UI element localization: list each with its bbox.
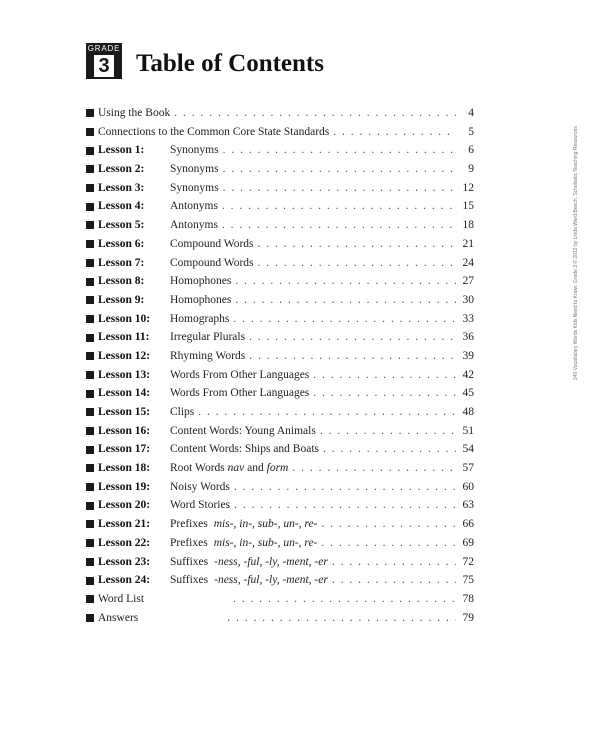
- topic-text: Homographs: [170, 312, 230, 325]
- square-bullet-icon: [86, 240, 94, 248]
- page-number: 66: [462, 518, 474, 531]
- page-number: 69: [462, 536, 474, 549]
- square-bullet-icon: [86, 464, 94, 472]
- toc-entry[interactable]: [86, 422, 474, 441]
- square-bullet-icon: [86, 520, 94, 528]
- grade-label: GRADE: [87, 44, 121, 53]
- page-number: 54: [462, 443, 474, 456]
- lesson-number: Lesson 19:: [98, 480, 151, 493]
- lesson-topic: [170, 160, 219, 179]
- dot-leader: [332, 571, 456, 590]
- lesson-number: Lesson 14:: [98, 387, 151, 400]
- page-number: 39: [462, 349, 474, 362]
- entry-label: Word List: [98, 592, 145, 605]
- page-number: 4: [468, 107, 474, 119]
- lesson-number: Lesson 23:: [98, 555, 151, 568]
- topic-text: Homophones: [170, 275, 232, 288]
- dot-leader: [235, 272, 456, 291]
- page-number: 5: [468, 125, 474, 138]
- page-number: 36: [462, 331, 474, 344]
- toc-entry[interactable]: [86, 571, 474, 590]
- lesson-topic: [170, 422, 316, 441]
- dot-leader: [320, 422, 456, 441]
- toc-entry[interactable]: [86, 197, 474, 216]
- lesson-number: Lesson 1:: [98, 144, 145, 157]
- lesson-topic: [170, 440, 319, 459]
- dot-leader: [292, 459, 456, 478]
- copyright-notice: 240 Vocabulary Words Kids Need to Know: Grade 3 © 2012 by Linda Ward Beech, Scholastic Teaching Resources: [573, 126, 579, 380]
- topic-italic: form: [266, 462, 289, 475]
- topic-text: Content Words: Ships and Boats: [170, 443, 320, 456]
- toc-entry[interactable]: [86, 272, 474, 291]
- topic-text: Prefixes: [170, 536, 208, 549]
- topic-text: Root Words: [170, 462, 225, 475]
- square-bullet-icon: [86, 165, 94, 173]
- lesson-topic: [170, 496, 230, 515]
- dot-leader: [174, 104, 456, 123]
- toc-entry[interactable]: [86, 104, 474, 123]
- square-bullet-icon: [86, 221, 94, 229]
- topic-italic: nav: [227, 462, 245, 475]
- topic-text: Word Stories: [170, 499, 231, 512]
- square-bullet-icon: [86, 595, 94, 603]
- lesson-topic: [170, 141, 219, 160]
- square-bullet-icon: [86, 203, 94, 211]
- lesson-number: Lesson 21:: [98, 518, 151, 531]
- entry-label: Connections to the Common Core State Standards: [98, 125, 330, 138]
- lesson-topic: [170, 366, 309, 385]
- square-bullet-icon: [86, 390, 94, 398]
- topic-text: Words From Other Languages: [170, 387, 310, 400]
- lesson-number: Lesson 8:: [98, 275, 145, 288]
- lesson-number: Lesson 6:: [98, 237, 145, 250]
- toc-entry[interactable]: [86, 534, 474, 553]
- toc-entry[interactable]: [86, 515, 474, 534]
- page-number: 15: [462, 200, 474, 213]
- lesson-topic: [170, 403, 194, 422]
- square-bullet-icon: [86, 184, 94, 192]
- toc-entry[interactable]: [86, 347, 474, 366]
- topic-text: Synonyms: [170, 181, 219, 194]
- toc-entry[interactable]: [86, 291, 474, 310]
- topic-italic: -ness, -ful, -ly, -ment, -er: [214, 574, 328, 587]
- dot-leader: [222, 216, 456, 235]
- square-bullet-icon: [86, 577, 94, 585]
- square-bullet-icon: [86, 334, 94, 342]
- dot-leader: [233, 590, 456, 609]
- square-bullet-icon: [86, 128, 94, 136]
- toc-entry[interactable]: [86, 254, 474, 273]
- square-bullet-icon: [86, 427, 94, 435]
- lesson-topic: [170, 534, 317, 553]
- page-number: 24: [462, 256, 474, 269]
- lesson-number: Lesson 20:: [98, 499, 151, 512]
- lesson-topic: [170, 291, 231, 310]
- grade-badge: [86, 43, 122, 79]
- lesson-number: Lesson 2:: [98, 163, 145, 176]
- topic-text: Antonyms: [170, 219, 218, 232]
- square-bullet-icon: [86, 352, 94, 360]
- topic-text: Words From Other Languages: [170, 368, 310, 381]
- topic-text: Noisy Words: [170, 480, 230, 493]
- topic-text: Antonyms: [170, 200, 218, 213]
- toc-entry[interactable]: [86, 366, 474, 385]
- dot-leader: [258, 235, 456, 254]
- topic-italic: -ness, -ful, -ly, -ment, -er: [214, 555, 328, 568]
- square-bullet-icon: [86, 315, 94, 323]
- lesson-number: Lesson 7:: [98, 256, 145, 269]
- topic-italic: mis-, in-, sub-, un-, re-: [213, 536, 318, 549]
- page-number: 72: [462, 555, 474, 568]
- toc-entry[interactable]: [86, 478, 474, 497]
- toc-entry[interactable]: [86, 553, 474, 572]
- page-number: 57: [462, 462, 474, 475]
- square-bullet-icon: [86, 278, 94, 286]
- square-bullet-icon: [86, 296, 94, 304]
- topic-text: Suffixes: [170, 555, 209, 568]
- dot-leader: [333, 123, 456, 142]
- entry-label: Using the Book: [98, 107, 171, 119]
- dot-leader: [234, 478, 456, 497]
- dot-leader: [323, 440, 456, 459]
- dot-leader: [223, 160, 456, 179]
- toc-entry[interactable]: [86, 590, 474, 609]
- dot-leader: [321, 515, 456, 534]
- square-bullet-icon: [86, 558, 94, 566]
- topic-text: Suffixes: [170, 574, 209, 587]
- square-bullet-icon: [86, 408, 94, 416]
- dot-leader: [227, 609, 456, 628]
- lesson-topic: [170, 571, 328, 590]
- page-number: 78: [462, 592, 474, 605]
- toc-entry[interactable]: [86, 179, 474, 198]
- lesson-number: Lesson 5:: [98, 219, 145, 232]
- topic-italic: mis-, in-, sub-, un-, re-: [213, 518, 318, 531]
- page-number: 9: [468, 163, 474, 176]
- page-number: 27: [462, 275, 474, 288]
- lesson-number: Lesson 17:: [98, 443, 151, 456]
- toc-entry[interactable]: [86, 235, 474, 254]
- page-title: Table of Contents: [136, 50, 324, 77]
- lesson-topic: [170, 515, 317, 534]
- lesson-topic: [170, 478, 230, 497]
- lesson-number: Lesson 15:: [98, 406, 151, 418]
- lesson-topic: [170, 254, 254, 273]
- toc-entry[interactable]: [86, 496, 474, 515]
- topic-text: Synonyms: [170, 163, 219, 176]
- square-bullet-icon: [86, 539, 94, 547]
- dot-leader: [235, 291, 456, 310]
- topic-text: Homophones: [170, 293, 232, 306]
- page-number: 60: [462, 480, 474, 493]
- dot-leader: [332, 553, 456, 572]
- dot-leader: [321, 534, 456, 553]
- page-number: 18: [462, 219, 474, 232]
- topic-text: Irregular Plurals: [170, 331, 246, 344]
- dot-leader: [258, 254, 456, 273]
- lesson-topic: [170, 553, 328, 572]
- page-number: 21: [462, 237, 474, 250]
- topic-text: Prefixes: [170, 518, 208, 531]
- table-of-contents: [86, 104, 474, 627]
- entry-label: Answers: [98, 611, 139, 624]
- grade-number: 3: [94, 55, 114, 77]
- lesson-number: Lesson 12:: [98, 349, 151, 362]
- page-number: 75: [462, 574, 474, 587]
- dot-leader: [234, 496, 456, 515]
- topic-text: Compound Words: [170, 256, 254, 269]
- topic-text: Synonyms: [170, 144, 219, 157]
- lesson-topic: [170, 235, 254, 254]
- dot-leader: [313, 366, 456, 385]
- square-bullet-icon: [86, 614, 94, 622]
- page-number: 12: [462, 181, 474, 194]
- toc-entry[interactable]: [86, 403, 474, 422]
- topic-text: Rhyming Words: [170, 349, 246, 362]
- square-bullet-icon: [86, 259, 94, 267]
- toc-entry[interactable]: [86, 123, 474, 142]
- topic-text: Content Words: Young Animals: [170, 424, 316, 437]
- page-number: 42: [462, 368, 474, 381]
- lesson-topic: [170, 384, 309, 403]
- toc-entry[interactable]: [86, 310, 474, 329]
- dot-leader: [249, 328, 456, 347]
- page-number: 48: [462, 406, 474, 418]
- lesson-topic: [170, 216, 218, 235]
- toc-entry[interactable]: [86, 328, 474, 347]
- lesson-topic: [170, 272, 231, 291]
- lesson-topic: [170, 310, 229, 329]
- page-number: 33: [462, 312, 474, 325]
- page-number: 45: [462, 387, 474, 400]
- dot-leader: [313, 384, 456, 403]
- toc-entry[interactable]: [86, 384, 474, 403]
- toc-entry[interactable]: [86, 459, 474, 478]
- square-bullet-icon: [86, 446, 94, 454]
- square-bullet-icon: [86, 147, 94, 155]
- lesson-number: Lesson 11:: [98, 331, 150, 344]
- toc-entry[interactable]: [86, 216, 474, 235]
- lesson-number: Lesson 13:: [98, 368, 151, 381]
- square-bullet-icon: [86, 502, 94, 510]
- toc-entry[interactable]: [86, 609, 474, 628]
- dot-leader: [222, 197, 456, 216]
- page-number: 51: [462, 424, 474, 437]
- lesson-number: Lesson 10:: [98, 312, 151, 325]
- lesson-number: Lesson 3:: [98, 181, 145, 194]
- lesson-number: Lesson 22:: [98, 536, 151, 549]
- dot-leader: [223, 141, 456, 160]
- page-number: 63: [462, 499, 474, 512]
- lesson-topic: [170, 459, 288, 478]
- lesson-topic: [170, 328, 245, 347]
- lesson-number: Lesson 4:: [98, 200, 145, 213]
- square-bullet-icon: [86, 109, 94, 117]
- page-number: 79: [462, 611, 474, 624]
- lesson-topic: [170, 197, 218, 216]
- lesson-topic: [170, 347, 245, 366]
- lesson-number: Lesson 18:: [98, 462, 151, 475]
- lesson-number: Lesson 24:: [98, 574, 151, 587]
- square-bullet-icon: [86, 371, 94, 379]
- page-number: 6: [468, 144, 474, 157]
- toc-entry[interactable]: [86, 160, 474, 179]
- lesson-number: Lesson 9:: [98, 293, 145, 306]
- page-number: 30: [462, 293, 474, 306]
- toc-entry[interactable]: [86, 141, 474, 160]
- topic-text: Compound Words: [170, 237, 254, 250]
- square-bullet-icon: [86, 483, 94, 491]
- lesson-topic: [170, 179, 219, 198]
- dot-leader: [223, 179, 456, 198]
- dot-leader: [198, 403, 456, 422]
- lesson-number: Lesson 16:: [98, 424, 151, 437]
- topic-text: and: [247, 462, 264, 475]
- toc-entry[interactable]: [86, 440, 474, 459]
- dot-leader: [249, 347, 456, 366]
- topic-text: Clips: [170, 406, 195, 418]
- dot-leader: [233, 310, 456, 329]
